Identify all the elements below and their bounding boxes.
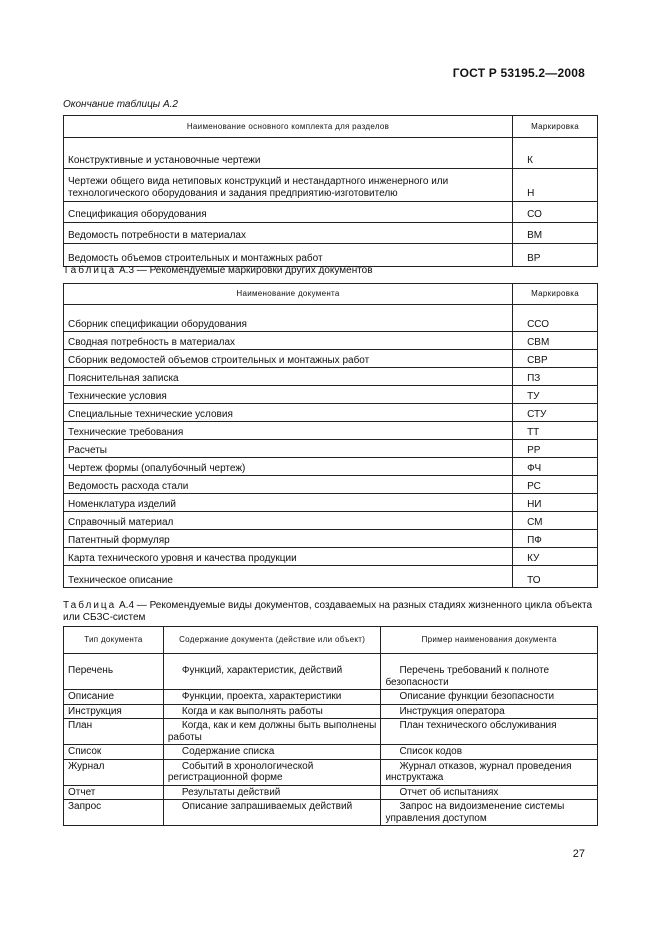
table-row: [64, 404, 598, 422]
row-example: Отчет об испытаниях: [381, 785, 598, 800]
table-row: [64, 386, 598, 404]
column-header-mark: Маркировка: [513, 284, 598, 305]
row-type: План: [64, 719, 164, 745]
row-content: Когда и как выполнять работы: [163, 704, 381, 719]
row-mark: СВР: [513, 350, 598, 368]
row-mark: НИ: [513, 494, 598, 512]
table-row: [64, 476, 598, 494]
row-name: Сборник ведомостей объемов строительных и монтажных работ: [64, 350, 513, 368]
row-mark: ТО: [513, 566, 598, 588]
caption-prefix: Таблица: [63, 600, 117, 611]
table-a3: [63, 283, 598, 588]
row-mark: СТУ: [513, 404, 598, 422]
row-content: Результаты действий: [163, 785, 381, 800]
row-mark: ТУ: [513, 386, 598, 404]
caption-text: А.4 — Рекомендуемые виды документов, создаваемых на разных стадиях жизненного цикла объекта или СБЗС-систем: [63, 600, 593, 623]
spacer: [64, 654, 164, 665]
table-row: [64, 169, 598, 202]
table-a4-caption: [63, 600, 603, 624]
row-name: Справочный материал: [64, 512, 513, 530]
row-name: Ведомость объемов строительных и монтажных работ: [64, 244, 513, 267]
row-mark: СО: [513, 202, 598, 223]
row-type: Перечень: [64, 664, 164, 690]
table-row: [64, 745, 598, 760]
row-mark: ПФ: [513, 530, 598, 548]
row-content: Функции, проекта, характеристики: [163, 690, 381, 705]
column-header-mark: Маркировка: [513, 116, 598, 138]
table-row: [64, 690, 598, 705]
table-row: [64, 223, 598, 244]
row-name: Ведомость расхода стали: [64, 476, 513, 494]
column-header-example: Пример наименования документа: [381, 627, 598, 654]
table-row: [64, 314, 598, 332]
row-name: Спецификация оборудования: [64, 202, 513, 223]
column-header-content: Содержание документа (действие или объект): [163, 627, 381, 654]
spacer: [64, 138, 513, 149]
row-content: Содержание списка: [163, 745, 381, 760]
row-name: Технические требования: [64, 422, 513, 440]
spacer: [64, 305, 513, 315]
row-example: Запрос на видоизменение системы управления доступом: [381, 800, 598, 826]
table-row: [64, 566, 598, 588]
row-mark: РР: [513, 440, 598, 458]
table-row: [64, 548, 598, 566]
column-header-name: Наименование основного комплекта для разделов: [64, 116, 513, 138]
row-name: Техническое описание: [64, 566, 513, 588]
table-a2: [63, 115, 598, 267]
table-row: [64, 759, 598, 785]
table-row: [64, 530, 598, 548]
row-content: Описание запрашиваемых действий: [163, 800, 381, 826]
row-name: Ведомость потребности в материалах: [64, 223, 513, 244]
row-mark: КУ: [513, 548, 598, 566]
row-mark: ПЗ: [513, 368, 598, 386]
row-content: Когда, как и кем должны быть выполнены работы: [163, 719, 381, 745]
table-row: [64, 422, 598, 440]
table-row: [64, 440, 598, 458]
row-mark: К: [513, 148, 598, 169]
row-type: Инструкция: [64, 704, 164, 719]
table-row: [64, 350, 598, 368]
row-name: Чертежи общего вида нетиповых конструкций и нестандартного инженерного или технологического оборудования и задания предприятию-изготовителю: [64, 169, 513, 202]
row-name: Расчеты: [64, 440, 513, 458]
column-header-type: Тип документа: [64, 627, 164, 654]
table-row: [64, 368, 598, 386]
row-mark: Н: [513, 169, 598, 202]
table-row: [64, 494, 598, 512]
table-a3-caption: [63, 265, 373, 277]
row-name: Карта технического уровня и качества продукции: [64, 548, 513, 566]
table-row: [64, 719, 598, 745]
row-type: Запрос: [64, 800, 164, 826]
spacer: [163, 654, 381, 665]
row-mark: РС: [513, 476, 598, 494]
row-name: Сборник спецификации оборудования: [64, 314, 513, 332]
table-row: [64, 332, 598, 350]
spacer: [513, 305, 598, 315]
table-row: [64, 785, 598, 800]
page-number: 27: [572, 848, 585, 860]
column-header-name: Наименование документа: [64, 284, 513, 305]
table-a4: [63, 626, 598, 826]
table-row: [64, 800, 598, 826]
table-row: [64, 202, 598, 223]
row-mark: ВМ: [513, 223, 598, 244]
row-name: Технические условия: [64, 386, 513, 404]
spacer: [381, 654, 598, 665]
row-type: Отчет: [64, 785, 164, 800]
row-name: Пояснительная записка: [64, 368, 513, 386]
table-row: [64, 458, 598, 476]
table-row: [64, 512, 598, 530]
row-mark: ТТ: [513, 422, 598, 440]
row-name: Чертеж формы (опалубочный чертеж): [64, 458, 513, 476]
row-type: Журнал: [64, 759, 164, 785]
row-mark: СМ: [513, 512, 598, 530]
table-row: [64, 664, 598, 690]
row-example: Перечень требований к полноте безопасности: [381, 664, 598, 690]
row-example: Список кодов: [381, 745, 598, 760]
row-example: Описание функции безопасности: [381, 690, 598, 705]
row-example: Журнал отказов, журнал проведения инструктажа: [381, 759, 598, 785]
row-name: Сводная потребность в материалах: [64, 332, 513, 350]
row-content: Функций, характеристик, действий: [163, 664, 381, 690]
spacer: [513, 138, 598, 149]
row-name: Конструктивные и установочные чертежи: [64, 148, 513, 169]
row-mark: ФЧ: [513, 458, 598, 476]
table-row: [64, 704, 598, 719]
row-type: Описание: [64, 690, 164, 705]
table-row: [64, 148, 598, 169]
row-example: План технического обслуживания: [381, 719, 598, 745]
row-name: Патентный формуляр: [64, 530, 513, 548]
row-content: Событий в хронологической регистрационной форме: [163, 759, 381, 785]
row-name: Специальные технические условия: [64, 404, 513, 422]
table-row: [64, 244, 598, 267]
standard-header: ГОСТ Р 53195.2—2008: [452, 66, 585, 80]
table-a2-caption: Окончание таблицы А.2: [63, 99, 178, 110]
row-type: Список: [64, 745, 164, 760]
row-mark: ВР: [513, 244, 598, 267]
row-mark: СВМ: [513, 332, 598, 350]
row-example: Инструкция оператора: [381, 704, 598, 719]
row-name: Номенклатура изделий: [64, 494, 513, 512]
row-mark: ССО: [513, 314, 598, 332]
caption-text: А.3 — Рекомендуемые маркировки других документов: [116, 265, 373, 276]
caption-prefix: Таблица: [63, 265, 117, 276]
